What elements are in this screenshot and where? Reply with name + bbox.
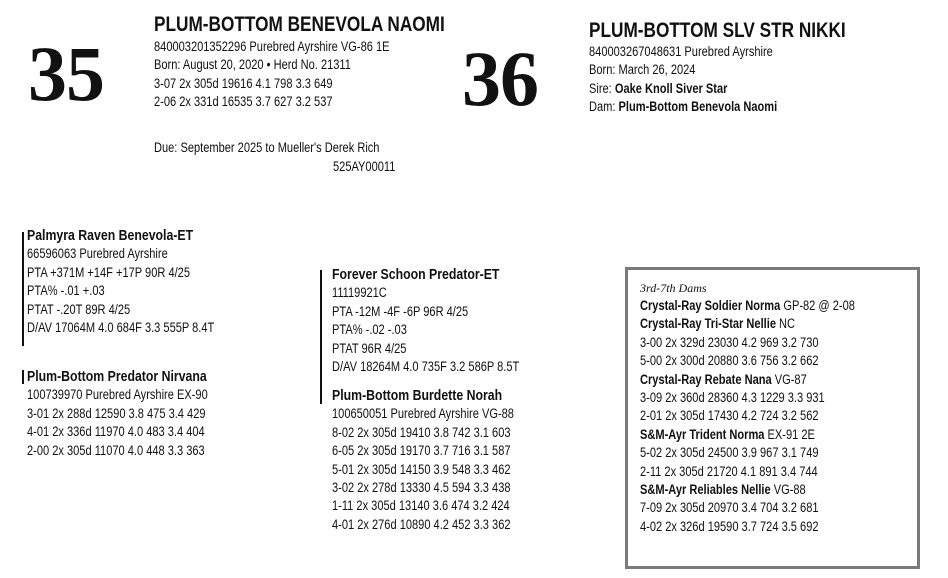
dam-bracket [22, 370, 26, 384]
maternal-sire-line: PTA -12M -4F -6P 96R 4/25 [332, 303, 469, 319]
dam-block-name: Plum-Bottom Predator Nirvana [27, 368, 207, 385]
lot36-dam-line [589, 98, 777, 116]
granddam-line: 5-01 2x 305d 14150 3.9 548 3.3 462 [332, 461, 511, 477]
dam-name: Crystal-Ray Soldier Norma [640, 298, 781, 313]
lot35-born-line: Born: August 20, 2020 • Herd No. 21311 [154, 57, 351, 73]
dam-classification: EX-91 2E [764, 426, 815, 442]
lot35-details [154, 38, 390, 112]
dam-entry-name [640, 426, 855, 444]
dam-name: Crystal-Ray Tri-Star Nellie [640, 316, 776, 332]
maternal-sire-block [332, 266, 519, 376]
lot36-id-line: 840003267048631 Purebred Ayrshire [589, 44, 773, 59]
dams-box-list [640, 297, 855, 536]
dam-record: 5-02 2x 305d 24500 3.9 967 3.1 749 [640, 445, 819, 461]
dam-classification: VG-87 [771, 371, 807, 387]
sire-block-line: PTAT -.20T 89R 4/25 [27, 301, 131, 317]
dams-box-heading: 3rd-7th Dams [640, 281, 707, 295]
granddam-line: 6-05 2x 305d 19170 3.7 716 3.1 587 [332, 443, 511, 459]
lot36-details [589, 43, 777, 117]
lot35-record-2: 2-06 2x 331d 16535 3.7 627 3.2 537 [154, 94, 333, 110]
sire-block-line: 66596063 Purebred Ayrshire [27, 246, 168, 262]
lot35-id-line: 840003201352296 Purebred Ayrshire VG-86 1E [154, 39, 390, 54]
granddam-line: 8-02 2x 305d 19410 3.8 742 3.1 603 [332, 424, 511, 440]
sire-bracket [22, 232, 26, 346]
dam-record: 4-02 2x 326d 19590 3.7 724 3.5 692 [640, 518, 819, 534]
lot35-record-1: 3-07 2x 305d 19616 4.1 798 3.3 649 [154, 75, 333, 91]
dam-block-line: 3-01 2x 288d 12590 3.8 475 3.4 429 [27, 405, 206, 421]
maternal-sire-line: PTA% -.02 -.03 [332, 322, 407, 338]
dam-record: 3-09 2x 360d 28360 4.3 1229 3.3 931 [640, 390, 825, 406]
granddam-line: 100650051 Purebred Ayrshire VG-88 [332, 406, 514, 422]
dam-label: Dam: [589, 99, 619, 115]
dam-entry-name [640, 297, 855, 315]
maternal-sire-bracket [320, 270, 324, 404]
dam-record: 7-09 2x 305d 20970 3.4 704 3.2 681 [640, 500, 819, 516]
granddam-name: Plum-Bottom Burdette Norah [332, 387, 503, 404]
granddam-line: 1-11 2x 305d 13140 3.6 474 3.2 424 [332, 498, 510, 514]
lot36-sire-line [589, 80, 777, 98]
dam-classification: VG-88 [770, 482, 806, 498]
maternal-sire-line: PTAT 96R 4/25 [332, 340, 407, 356]
lot35-due-line: Due: September 2025 to Mueller's Derek Rich [154, 140, 380, 155]
maternal-sire-line: D/AV 18264M 4.0 735F 3.2 586P 8.5T [332, 359, 520, 375]
dam-name: Plum-Bottom Benevola Naomi [618, 99, 778, 115]
dam-block-line: 100739970 Purebred Ayrshire EX-90 [27, 387, 208, 403]
dam-block-line: 2-00 2x 305d 11070 4.0 448 3.3 363 [27, 442, 205, 458]
dams-box [625, 267, 920, 569]
dam-record: 2-11 2x 305d 21720 4.1 891 3.4 744 [640, 463, 818, 479]
lot35-due-code: 525AY00011 [333, 159, 396, 174]
sire-block-line: D/AV 17064M 4.0 684F 3.3 555P 8.4T [27, 320, 215, 336]
lot36-born-line: Born: March 26, 2024 [589, 62, 696, 78]
lot-number-35: 35 [28, 30, 104, 117]
lot35-animal-name: PLUM-BOTTOM BENEVOLA NAOMI [154, 13, 445, 36]
dam-name: S&M-Ayr Trident Norma [640, 426, 765, 442]
sire-block-line: PTA% -.01 +.03 [27, 283, 105, 299]
sire-label: Sire: [589, 80, 615, 96]
dam-classification: NC [775, 316, 796, 332]
dam-record: 5-00 2x 300d 20880 3.6 756 3.2 662 [640, 353, 819, 369]
dam-record: 2-01 2x 305d 17430 4.2 724 3.2 562 [640, 408, 819, 424]
lot-number-36: 36 [462, 35, 538, 122]
dam-entry-name [640, 315, 855, 333]
dam-record: 3-00 2x 329d 23030 4.2 969 3.2 730 [640, 334, 819, 350]
granddam-line: 3-02 2x 278d 13330 4.5 594 3.3 438 [332, 480, 511, 496]
dam-classification: GP-82 @ 2-08 [780, 298, 855, 313]
dam-name: S&M-Ayr Reliables Nellie [640, 482, 771, 498]
dam-name: Crystal-Ray Rebate Nana [640, 371, 772, 387]
sire-block [27, 227, 214, 337]
maternal-sire-line: 11119921C [332, 285, 387, 301]
sire-block-name: Palmyra Raven Benevola-ET [27, 227, 194, 244]
dam-block-line: 4-01 2x 336d 11970 4.0 483 3.4 404 [27, 424, 205, 440]
dam-entry-name [640, 371, 855, 389]
dam-block [27, 368, 208, 460]
granddam-block [332, 387, 514, 534]
dam-entry-name [640, 481, 855, 499]
sire-name: Oake Knoll Siver Star [614, 80, 728, 96]
sire-block-line: PTA +371M +14F +17P 90R 4/25 [27, 264, 190, 280]
maternal-sire-name: Forever Schoon Predator-ET [332, 266, 500, 283]
granddam-line: 4-01 2x 276d 10890 4.2 452 3.3 362 [332, 516, 511, 532]
lot36-animal-name: PLUM-BOTTOM SLV STR NIKKI [589, 19, 846, 42]
